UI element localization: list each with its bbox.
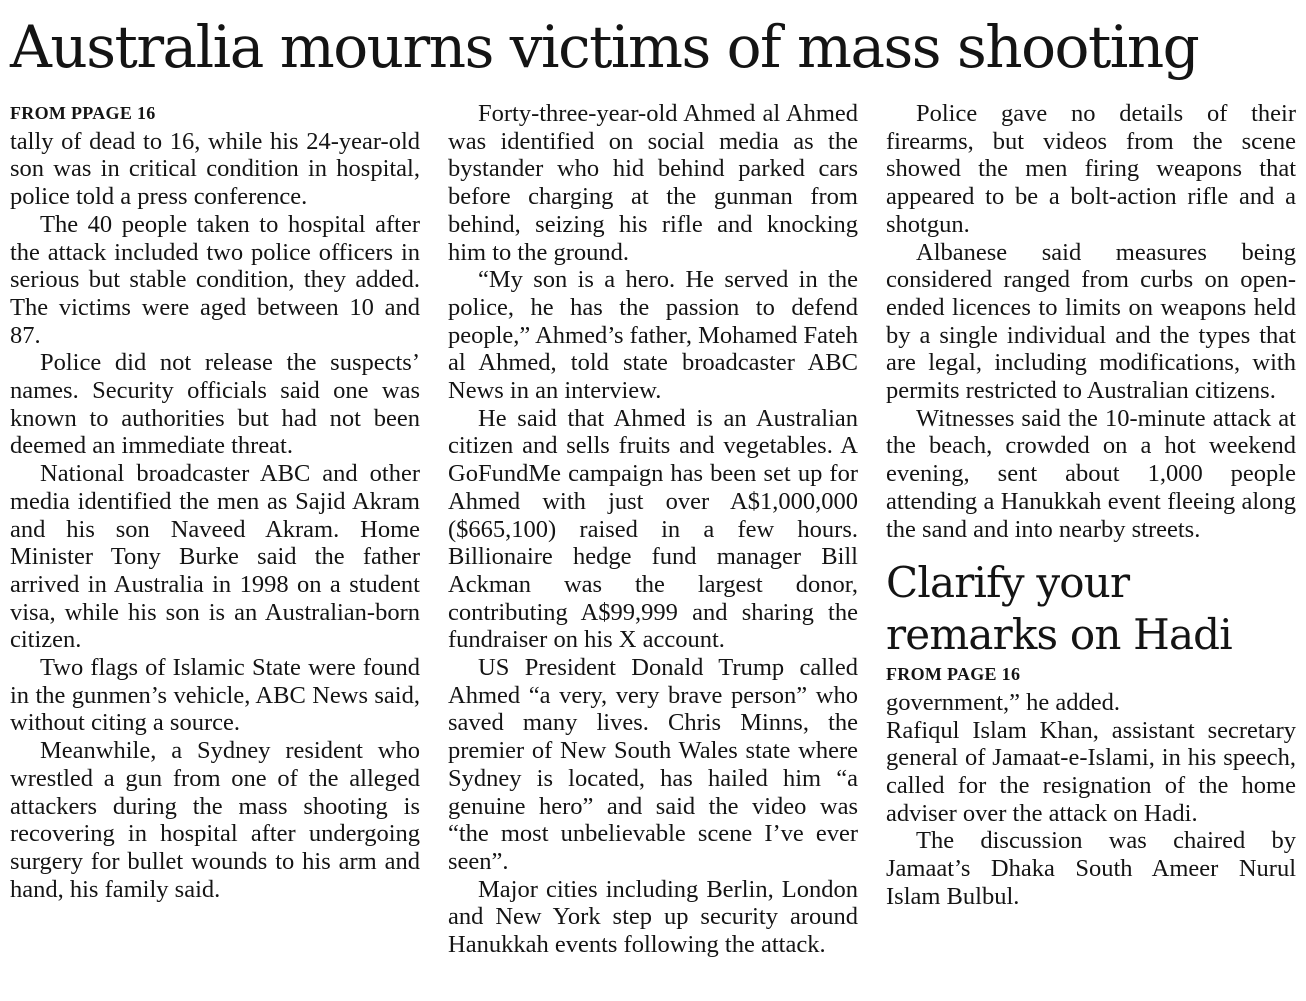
article-paragraph: Two flags of Islamic State were found in the gunmen’s vehicle, ABC News said, without citing a source. [10,654,420,737]
second-article-paragraph: Rafiqul Islam Khan, assistant secretary general of Jamaat-e-Islami, in his speech, called for the resignation of the home adviser over the attack on Hadi. [886,716,1296,827]
article-paragraph: Major cities including Berlin, London and New York step up security around Hanukkah events following the attack. [448,875,858,959]
article-paragraph: Police did not release the suspects’ names. Security officials said one was known to authorities but had not been deemed an immediate threat. [10,349,420,460]
jump-label: FROM PPAGE 16 [10,103,156,123]
article-column-3 [886,100,1296,911]
second-article-headline: Clarify your remarks on Hadi [886,558,1232,660]
article-paragraph: The 40 people taken to hospital after the attack included two police officers in serious but stable condition, they added. The victims were aged between 10 and 87. [10,210,420,349]
article-paragraph: National broadcaster ABC and other media identified the men as Sajid Akram and his son Naveed Akram. Home Minister Tony Burke said the father arrived in Australia in 1998 on a student visa, while his son is an Australian-born citizen. [10,460,420,654]
article-paragraph: “My son is a hero. He served in the police, he has the passion to defend people,” Ahmed’s father, Mohamed Fateh al Ahmed, told state broadcaster ABC News in an interview. [448,266,858,405]
article-paragraph: Witnesses said the 10-minute attack at the beach, crowded on a hot weekend evening, sent about 1,000 people attending a Hanukkah event fleeing along the sand and into nearby streets. [886,404,1296,543]
article-paragraph: Forty-three-year-old Ahmed al Ahmed was identified on social media as the bystander who hid behind parked cars before charging at the gunman from behind, seizing his rifle and knocking him to the ground. [448,100,858,266]
article-paragraph: Albanese said measures being considered ranged from curbs on open-ended licences to limits on weapons held by a single individual and the types that are legal, including modifications, with permits restricted to Australian citizens. [886,238,1296,405]
article-paragraph: tally of dead to 16, while his 24-year-old son was in critical condition in hospital, police told a press conference. [10,127,420,211]
article-column-2 [448,100,858,959]
article-paragraph: He said that Ahmed is an Australian citizen and sells fruits and vegetables. A GoFundMe campaign has been set up for Ahmed with just over A$1,000,000 ($665,100) raised in a few hours. Billionaire hedge fund manager Bill Ackman was the largest donor, contributing A$99,999 and sharing the fundraiser on his X account. [448,404,858,654]
second-article-paragraph: The discussion was chaired by Jamaat’s Dhaka South Ameer Nurul Islam Bulbul. [886,827,1296,910]
article-paragraph: US President Donald Trump called Ahmed “a very, very brave person” who saved many lives. Chris Minns, the premier of New South Wales state where Sydney is located, has hailed him “a genuine hero” and said the video was “the most unbelievable scene I’ve ever seen”. [448,654,858,875]
article-paragraph: Police gave no details of their firearms, but videos from the scene showed the men firing weapons that appeared to be a bolt-action rifle and a shotgun. [886,100,1296,238]
article-paragraph: Meanwhile, a Sydney resident who wrestled a gun from one of the alleged attackers during the mass shooting is recovering in hospital after undergoing surgery for bullet wounds to his arm and hand, his family said. [10,737,420,903]
second-jump-label: FROM PAGE 16 [886,664,1021,685]
second-article-paragraph: government,” he added. [886,688,1121,716]
article-column-1 [10,100,420,903]
article-headline: Australia mourns victims of mass shooting [10,13,1199,81]
